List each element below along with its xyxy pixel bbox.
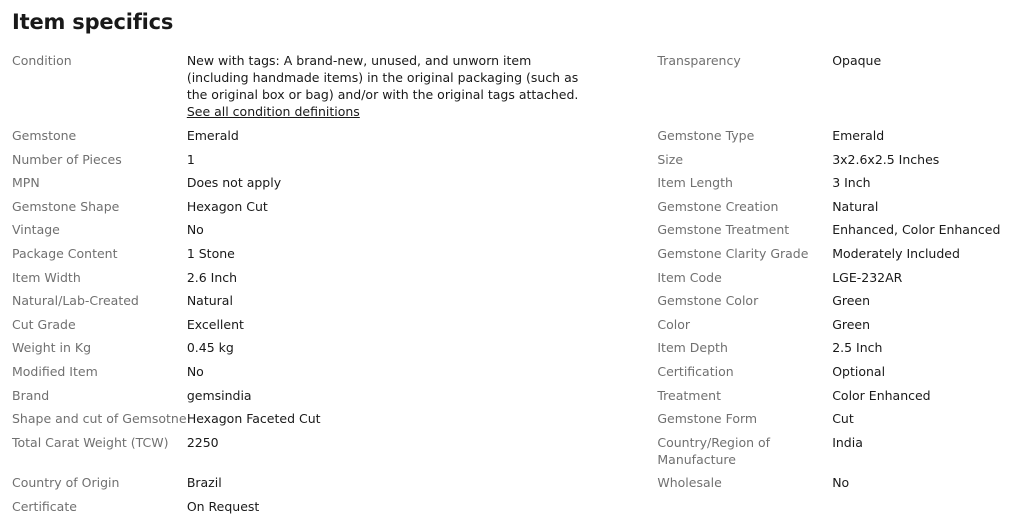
spec-label: MPN (12, 175, 40, 191)
spec-value: gemsindia (186, 387, 252, 403)
spec-label: Package Content (12, 245, 118, 261)
spec-value: 3 Inch (832, 175, 871, 191)
specifics-row (12, 127, 1012, 144)
spec-label: Treatment (657, 387, 721, 403)
spec-value: Emerald (186, 128, 239, 143)
spec-label: Gemstone Color (657, 293, 759, 309)
spec-value: Hexagon Cut (186, 198, 268, 214)
spec-label: Size (657, 151, 684, 167)
specifics-row (12, 498, 1012, 515)
spec-value: Color Enhanced (832, 387, 931, 403)
spec-value: Brazil (186, 475, 222, 491)
spec-label: Gemstone Clarity Grade (657, 245, 809, 261)
spec-label: Brand (12, 387, 50, 403)
spec-value: 3x2.6x2.5 Inches (832, 151, 940, 167)
transparency-label: Transparency (657, 53, 741, 68)
spec-label: Total Carat Weight (TCW) (12, 434, 169, 450)
specifics-row (12, 269, 1012, 286)
spec-label: Cut Grade (12, 316, 76, 332)
spec-value: 0.45 kg (186, 340, 234, 356)
spec-label: Shape and cut of Gemsotne (12, 411, 187, 427)
specifics-row (12, 339, 1012, 356)
condition-label: Condition (12, 53, 72, 68)
spec-label: Certificate (12, 498, 77, 514)
spec-label: Item Depth (657, 340, 728, 356)
spec-label: Color (657, 316, 691, 332)
specifics-row (12, 410, 1012, 427)
specifics-row (12, 363, 1012, 380)
spec-value: India (832, 434, 863, 450)
specifics-table (12, 52, 1012, 522)
spec-label: Number of Pieces (12, 151, 122, 167)
spec-value: Does not apply (186, 175, 282, 191)
condition-definitions-link[interactable]: See all condition definitions (186, 104, 360, 119)
specifics-row (12, 316, 1012, 333)
spec-label: Country of Origin (12, 475, 120, 491)
spec-value: Excellent (186, 316, 244, 332)
spec-label: Item Width (12, 269, 81, 285)
spec-label: Gemstone Treatment (657, 222, 790, 238)
section-title: Item specifics (12, 10, 174, 34)
spec-value: Green (832, 293, 871, 309)
specifics-row (12, 151, 1012, 168)
spec-label: Gemstone Form (657, 411, 758, 427)
spec-label: Weight in Kg (12, 340, 92, 356)
spec-value: No (186, 222, 204, 238)
specifics-row (12, 245, 1012, 262)
spec-value: Optional (832, 363, 886, 379)
spec-label: Natural/Lab-Created (12, 293, 139, 309)
spec-value: 1 Stone (186, 245, 235, 261)
spec-label: Modified Item (12, 363, 98, 379)
specifics-row (12, 292, 1012, 309)
specifics-row (12, 174, 1012, 191)
spec-value: 2.6 Inch (186, 269, 238, 285)
spec-label: Item Length (657, 175, 733, 191)
spec-value: Cut (832, 411, 854, 427)
spec-value: Natural (832, 198, 879, 214)
spec-label: Certification (657, 363, 734, 379)
spec-value: 1 (186, 151, 195, 167)
spec-label: Country/Region of Manufacture (657, 434, 771, 467)
spec-value: On Request (186, 498, 260, 514)
spec-value: 2.5 Inch (832, 340, 883, 356)
spec-label: Gemstone (12, 128, 77, 143)
specifics-row-condition (12, 52, 1012, 120)
specifics-row (12, 221, 1012, 238)
specifics-row (12, 387, 1012, 404)
spec-label: Gemstone Creation (657, 198, 779, 214)
spec-value: Moderately Included (832, 245, 960, 261)
spec-value: Green (832, 316, 871, 332)
specifics-row (12, 474, 1012, 491)
spec-value: No (186, 363, 204, 379)
spec-value: Natural (186, 293, 233, 309)
spec-value: LGE-232AR (832, 269, 903, 285)
spec-label: Gemstone Type (657, 128, 755, 143)
spec-value: Hexagon Faceted Cut (186, 411, 321, 427)
specifics-row (12, 198, 1012, 215)
condition-value (187, 52, 658, 120)
specifics-row (12, 434, 1012, 468)
transparency-value: Opaque (832, 53, 882, 68)
spec-value: Enhanced, Color Enhanced (832, 222, 1001, 238)
spec-value: No (832, 475, 850, 491)
spec-label: Vintage (12, 222, 60, 238)
spec-label: Gemstone Shape (12, 198, 120, 214)
spec-value: 2250 (186, 434, 219, 450)
condition-text: New with tags: A brand-new, unused, and unworn item (including handmade items) in the original packaging (such as the original box or bag) and/or with the original tags attached. (186, 53, 579, 102)
spec-label: Wholesale (657, 475, 722, 491)
spec-value: Emerald (832, 128, 885, 143)
spec-label: Item Code (657, 269, 722, 285)
